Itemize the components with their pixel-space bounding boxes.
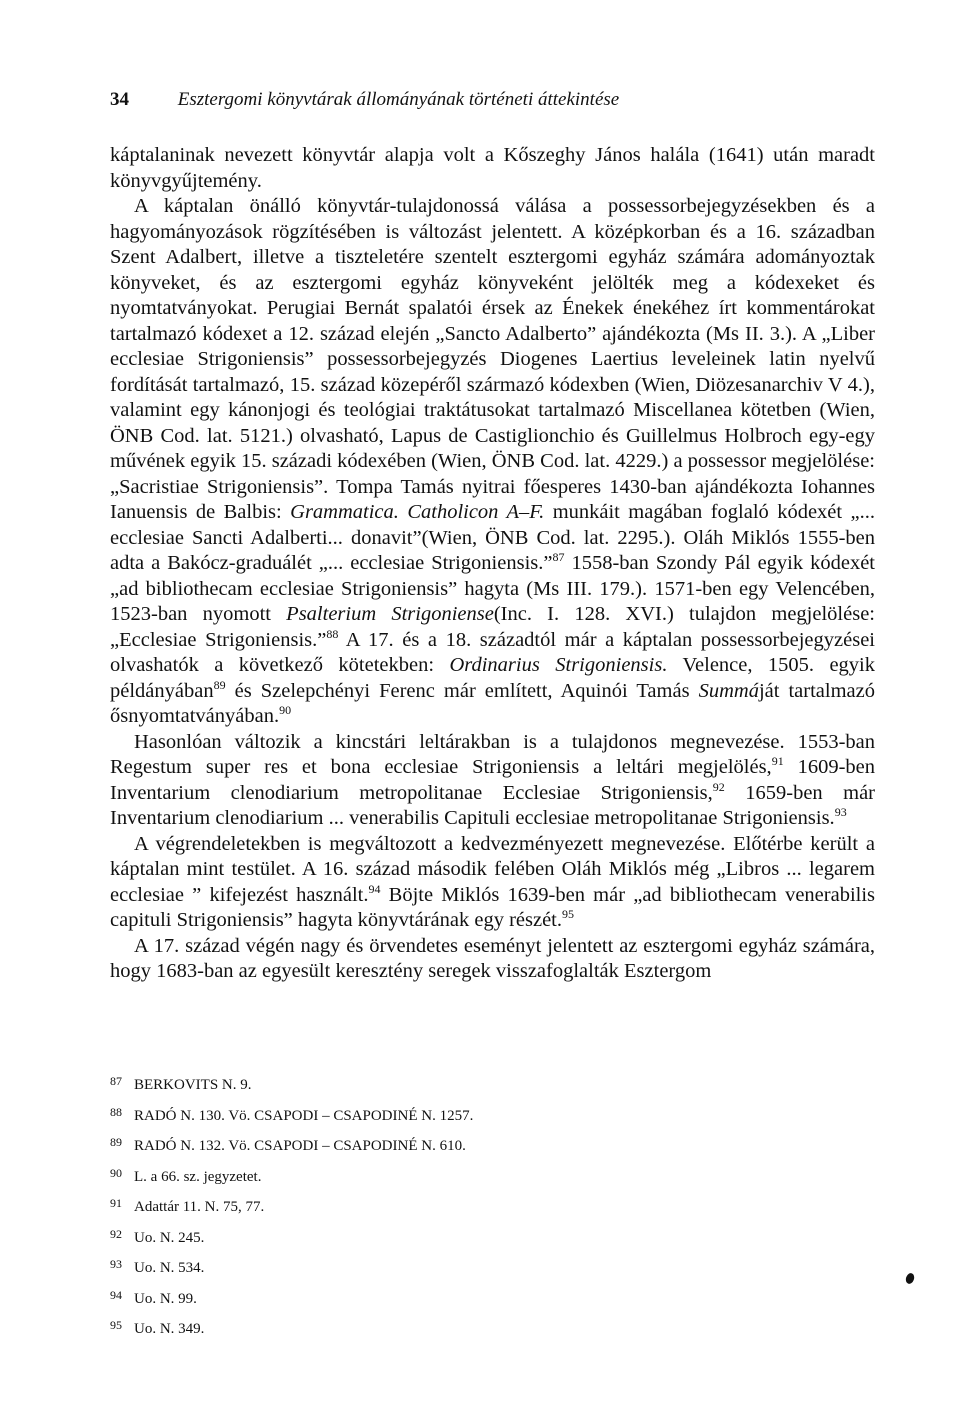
footnote-text: BERKOVITS N. 9. <box>134 1077 252 1093</box>
footnote <box>110 1190 810 1221</box>
footnote <box>110 1221 810 1252</box>
page-number: 34 <box>110 89 129 110</box>
footnote-number: 88 <box>110 1104 122 1119</box>
footnote-number: 87 <box>110 1074 122 1088</box>
footnote-text: Uo. N. 99. <box>134 1290 197 1307</box>
body-text <box>110 143 875 985</box>
footnote <box>110 1160 810 1191</box>
footnotes <box>110 1068 810 1343</box>
print-speck <box>904 1272 915 1285</box>
footnote <box>110 1099 810 1130</box>
footnote-text: RADÓ N. 132. Vö. CSAPODI – CSAPODINÉ N. 610. <box>134 1138 466 1154</box>
footnote-text: Uo. N. 349. <box>134 1321 205 1337</box>
footnote <box>110 1129 810 1160</box>
footnote-number: 94 <box>110 1287 122 1302</box>
footnote <box>110 1282 810 1313</box>
paragraph: káptalaninak nevezett könyvtár alapja volt a Kőszeghy János halála (1641) után maradt könyvgyűjtemény. <box>110 144 875 192</box>
paragraph: A végrendeletekben is megváltozott a kedvezményezett megnevezése. Előtérbe került a káptalan mint testület. A 16. század második felében Oláh Miklós még „Libros ... legarem ecclesiae ” kifejezést használt.$^{94}$ Böjte Miklós 1639-ben már „ad bibliothecam venerabilis capituli Strigoniensis” hagyta könyvtárának egy részét.$^{95}$ <box>110 832 876 931</box>
footnote-number: 92 <box>110 1226 122 1241</box>
footnote-number: 93 <box>110 1257 122 1271</box>
footnote <box>110 1068 810 1099</box>
footnote-text: Adattár 11. N. 75, 77. <box>134 1199 265 1215</box>
footnote-number: 91 <box>110 1196 122 1210</box>
paragraph: A káptalan önálló könyvtár-tulajdonossá válása a possessorbejegyzésekben és a hagyományozások rögzítésében is változást jelentett. A középkorban és a 16. században Szent Adalbert, illetve a tiszteletére szentelt esztergomi egyház számára adományoztak könyveket, és az esztergomi egyház könyveként jelölték meg a kódexeket és nyomtatványokat. Perugiai Bernát spalatói érsek az Énekek énekéhez írt kommentárokat tartalmazó kódexet a 12. század elején „Sancto Adalberto” ajándékozta (Ms II. 3.). A „Liber ecclesiae Strigoniensis” possessorbejegyzés Diogenes Laertius leveleinek latin nyelvű fordítását tartalmazó, 15. század közepéről származó kódexben (Wien, Diözesanarchiv V 4.), valamint egy kánonjogi és teológiai traktátusokat tartalmazó Miscellanea kötetben (Wien, ÖNB Cod. lat. 5121.) olvasható, Lapus de Castiglionchio és Guillelmus Holbroch egy-egy művének egyik 15. századi kódexében (Wien, ÖNB Cod. lat. 4229.) a possessor megjelölése: „Sacristiae Strigoniensis”. Tompa Tamás nyitrai főesperes 1430-ban ajándékozta Iohannes Ianuensis de Balbis: Grammatica. Catholicon A–F. munkáit magában foglaló kódexét „... ecclesiae Sancti Adalberti... donavit”(Wien, ÖNB Cod. lat. 2295.). Oláh Miklós 1555-ben adta a Bakócz-graduálét „... ecclesiae Strigoniensis.”$^{87}$ 1558-ban Szondy Pál egyik kódexét „ad bibliothecam ecclesiae Strigoniensis” hagyta (Ms III. 179.). 1571-ben egy Velencében, 1523-ban nyomott Psalterium Strigoniense(Inc. I. 128. XVI.) tulajdon megjelölése: „Ecclesiae Strigoniensis.”$^{88}$ A 17. és a 18. századtól már a káptalan possessorbejegyzései olvashatók a következő kötetekben: Ordinarius Strigoniensis. Velence, 1505. egyik példányában$^{89}$ és Szelepchényi Ferenc már említett, Aquinói Tamás Summáját tartalmazó ősnyomtatványában.$^{90}$ <box>110 195 875 727</box>
footnote-number: 90 <box>110 1165 122 1180</box>
paragraph: A 17. század végén nagy és örvendetes eseményt jelentett az esztergomi egyház számára, hogy 1683-ban az egyesült keresztény seregek visszafoglalták Esztergom <box>110 934 875 982</box>
running-title: Esztergomi könyvtárak állományának történeti áttekintése <box>177 89 620 110</box>
footnote-text: RADÓ N. 130. Vö. CSAPODI – CSAPODINÉ N. 1257. <box>134 1107 474 1124</box>
footnote-text: Uo. N. 245. <box>134 1229 205 1246</box>
footnote-text: L. a 66. sz. jegyzetet. <box>134 1168 262 1185</box>
footnote-number: 95 <box>110 1318 122 1332</box>
page-header <box>110 88 870 112</box>
footnote-text: Uo. N. 534. <box>134 1260 205 1276</box>
footnote-number: 89 <box>110 1135 122 1149</box>
footnote <box>110 1251 810 1282</box>
footnote <box>110 1312 810 1343</box>
paragraph: Hasonlóan változik a kincstári leltárakban is a tulajdonos megnevezése. 1553-ban Regestum super res et bona ecclesiae Strigoniensis a leltári megjelölés,$^{91}$ 1609-ben Inventarium clenodiarium metropolitanae Ecclesiae Strigoniensis,$^{92}$ 1659-ben már Inventarium clenodiarium ... venerabilis Capituli ecclesiae metropolitanae Strigoniensis.$^{93}$ <box>110 730 876 829</box>
